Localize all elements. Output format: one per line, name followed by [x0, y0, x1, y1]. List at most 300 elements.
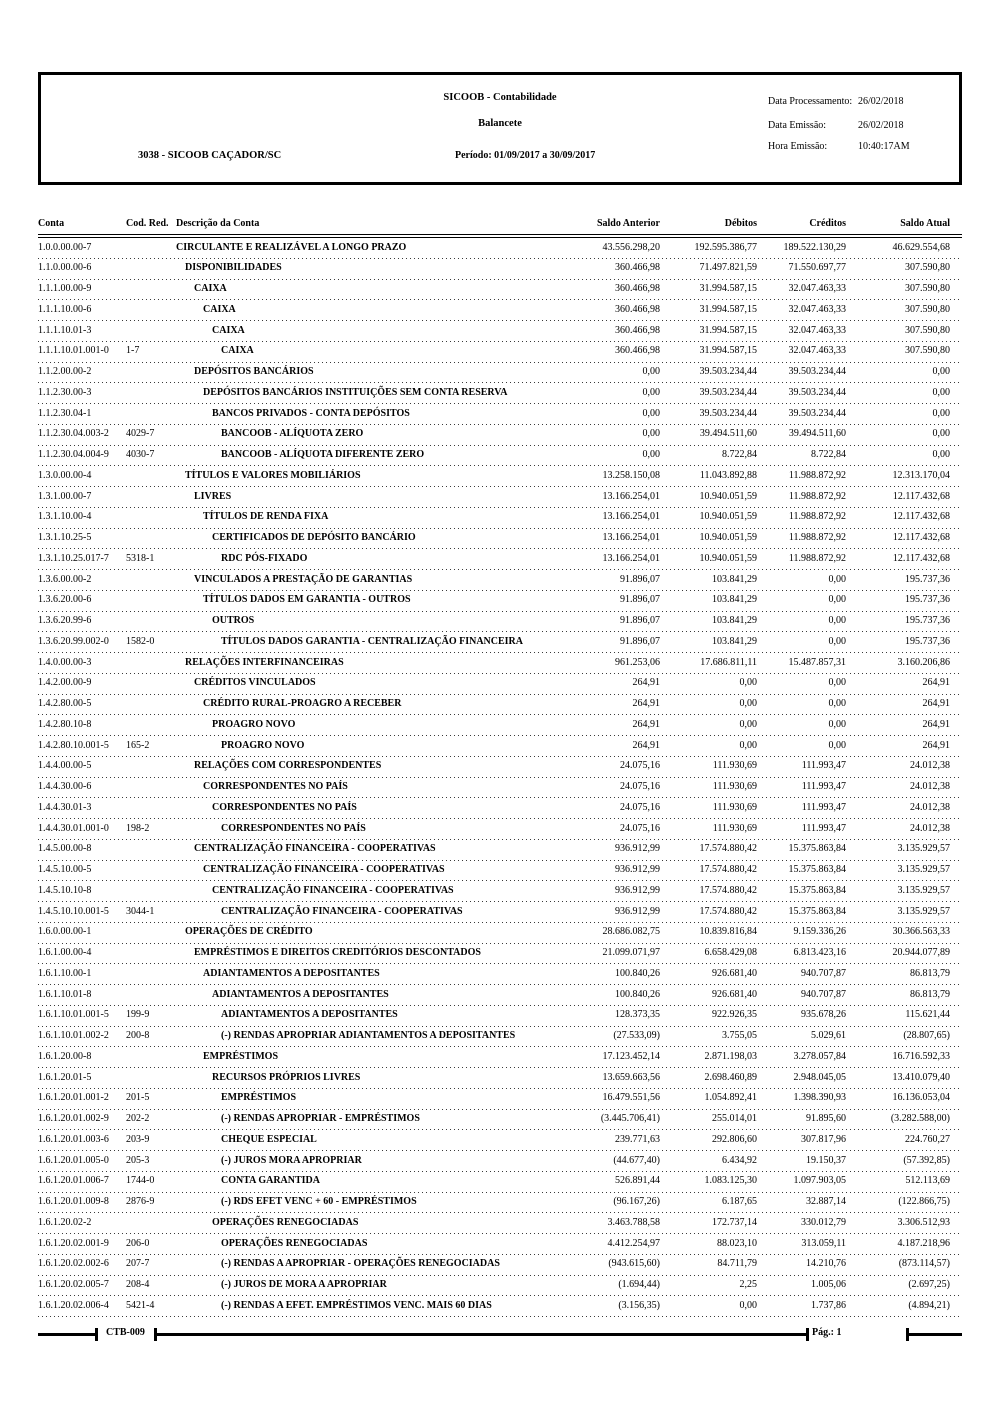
cell-descricao: CORRESPONDENTES NO PAÍS [212, 801, 357, 813]
table-row [38, 778, 962, 799]
table-row [38, 591, 962, 612]
cell-creditos: 19.150,37 [806, 1154, 846, 1166]
cell-creditos: 39.494.511,60 [788, 428, 846, 440]
cell-descricao: CIRCULANTE E REALIZÁVEL A LONGO PRAZO [176, 241, 407, 253]
cell-saldo-anterior: 360.466,98 [615, 303, 660, 315]
cell-descricao: CERTIFICADOS DE DEPÓSITO BANCÁRIO [212, 532, 416, 543]
cell-cod-red [126, 408, 176, 425]
cell-saldo-anterior: 0,00 [642, 407, 660, 419]
col-header-descricao: Descrição da Conta [176, 218, 260, 229]
cell-cod-red: 1744-0 [126, 1175, 155, 1187]
cell-creditos: 39.503.234,44 [788, 366, 846, 377]
table-row [38, 280, 962, 301]
cell-saldo-atual: 264,91 [922, 739, 950, 751]
cell-creditos: 14.210,76 [806, 1258, 846, 1270]
cell-debitos: 1.083.125,30 [704, 1175, 757, 1187]
cell-saldo-atual: 195.737,36 [905, 573, 950, 585]
cell-descricao: PROAGRO NOVO [212, 718, 296, 730]
footer-rule-right [908, 1333, 962, 1336]
cell-descricao: BANCOOB - ALÍQUOTA DIFERENTE ZERO [221, 449, 425, 460]
cell-conta: 1.1.2.30.04-1 [38, 407, 92, 419]
cell-debitos: 88.023,10 [717, 1237, 757, 1249]
cell-saldo-atual: 195.737,36 [905, 594, 950, 606]
cell-saldo-atual: 4.187.218,96 [897, 1237, 950, 1249]
footer-rule-left [38, 1333, 95, 1336]
cell-creditos: 330.012,79 [801, 1216, 846, 1228]
cell-saldo-atual: 24.012,38 [910, 781, 950, 792]
cell-descricao: VINCULADOS A PRESTAÇÃO DE GARANTIAS [194, 573, 413, 585]
cell-creditos: 1.737,86 [811, 1299, 846, 1311]
table-row [38, 1234, 962, 1255]
cell-debitos: 17.686.811,11 [700, 656, 757, 668]
cell-debitos: 292.806,60 [712, 1133, 757, 1145]
cell-cod-red [126, 594, 176, 611]
cell-saldo-atual: 3.135.929,57 [897, 843, 950, 855]
cell-cod-red [126, 760, 176, 777]
cell-debitos: 2.698.460,89 [704, 1071, 757, 1083]
cell-conta: 1.6.1.20.02.005-7 [38, 1279, 109, 1290]
cell-debitos: 111.930,69 [712, 781, 757, 792]
cell-debitos: 926.681,40 [712, 967, 757, 979]
table-row [38, 944, 962, 965]
table-row [38, 342, 962, 363]
cell-creditos: 0,00 [828, 615, 846, 626]
cell-creditos: 111.993,47 [801, 822, 846, 834]
cell-saldo-anterior: 128.373,35 [615, 1009, 660, 1021]
cell-creditos: 15.375.863,84 [788, 843, 846, 855]
cell-descricao: ADIANTAMENTOS A DEPOSITANTES [203, 967, 380, 979]
cell-saldo-atual: 0,00 [932, 407, 950, 419]
cell-saldo-atual: 30.366.563,33 [892, 926, 950, 938]
cell-conta: 1.6.1.10.00-1 [38, 967, 92, 979]
cell-descricao: TÍTULOS DADOS EM GARANTIA - OUTROS [203, 594, 411, 606]
cell-saldo-atual: (28.807,65) [903, 1030, 950, 1041]
cell-cod-red: 5318-1 [126, 552, 155, 564]
cell-descricao: CRÉDITO RURAL-PROAGRO A RECEBER [203, 698, 402, 709]
cell-debitos: 3.755,05 [722, 1030, 757, 1041]
cell-descricao: OPERAÇÕES DE CRÉDITO [185, 926, 313, 938]
meta-label: Hora Emissão: [768, 141, 828, 152]
cell-descricao: CENTRALIZAÇÃO FINANCEIRA - COOPERATIVAS [194, 843, 436, 855]
table-row [38, 404, 962, 425]
cell-cod-red: 202-2 [126, 1113, 150, 1124]
cell-descricao: BANCOOB - ALÍQUOTA ZERO [221, 428, 364, 440]
cell-debitos: 17.574.880,42 [699, 864, 757, 875]
cell-descricao: CORRESPONDENTES NO PAÍS [203, 781, 348, 792]
cell-creditos: 3.278.057,84 [793, 1050, 846, 1062]
cell-debitos: 1.054.892,41 [704, 1092, 757, 1104]
cell-creditos: 15.375.863,84 [788, 864, 846, 875]
cell-saldo-atual: 0,00 [932, 449, 950, 460]
cell-cod-red: 206-0 [126, 1237, 150, 1249]
cell-debitos: 11.043.892,88 [699, 469, 757, 481]
cell-saldo-atual: (57.392,85) [903, 1154, 950, 1166]
cell-saldo-atual: 115.621,44 [905, 1009, 950, 1021]
cell-saldo-anterior: 264,91 [632, 739, 660, 751]
cell-conta: 1.4.2.80.00-5 [38, 698, 92, 709]
cell-saldo-atual: (122.866,75) [898, 1196, 950, 1207]
cell-debitos: 10.940.051,59 [699, 552, 757, 564]
table-row [38, 923, 962, 944]
cell-cod-red: 199-9 [126, 1009, 150, 1021]
report-header-box [38, 72, 962, 185]
table-row [38, 1193, 962, 1214]
table-row [38, 1047, 962, 1068]
cell-creditos: 32.047.463,33 [788, 303, 846, 315]
cell-creditos: 32.047.463,33 [788, 345, 846, 357]
table-row [38, 549, 962, 570]
cell-cod-red [126, 242, 176, 259]
cell-debitos: 0,00 [739, 698, 757, 709]
cell-creditos: 15.487.857,31 [788, 656, 846, 668]
cell-saldo-atual: 86.813,79 [910, 988, 950, 1000]
cell-descricao: CAIXA [203, 303, 236, 315]
cell-cod-red: 205-3 [126, 1154, 150, 1166]
cell-conta: 1.4.4.00.00-5 [38, 760, 92, 772]
cell-descricao: (-) RDS EFET VENC + 60 - EMPRÉSTIMOS [221, 1196, 417, 1207]
col-header-conta: Conta [38, 218, 65, 229]
cell-saldo-atual: 13.410.079,40 [892, 1071, 950, 1083]
cell-saldo-anterior: (1.694,44) [618, 1279, 660, 1290]
cell-descricao: (-) JUROS DE MORA A APROPRIAR [221, 1279, 387, 1290]
col-header-debitos: Débitos [724, 218, 757, 229]
table-row [38, 653, 962, 674]
cell-saldo-anterior: 24.075,16 [620, 781, 660, 792]
cell-creditos: 2.948.045,05 [793, 1071, 846, 1083]
cell-debitos: 0,00 [739, 718, 757, 730]
cell-descricao: CAIXA [194, 283, 227, 294]
cell-saldo-anterior: 13.166.254,01 [602, 552, 660, 564]
cell-saldo-anterior: 961.253,06 [615, 656, 660, 668]
cell-descricao: OPERAÇÕES RENEGOCIADAS [221, 1237, 368, 1249]
cell-saldo-anterior: 360.466,98 [615, 283, 660, 294]
cell-cod-red: 165-2 [126, 739, 150, 751]
cell-descricao: (-) JUROS MORA APROPRIAR [221, 1154, 362, 1166]
balancete-table [38, 218, 962, 1317]
cell-conta: 1.4.5.10.10-8 [38, 884, 92, 896]
cell-saldo-anterior: (3.156,35) [618, 1299, 660, 1311]
cell-cod-red: 201-5 [126, 1092, 150, 1104]
cell-creditos: 11.988.872,92 [788, 511, 846, 523]
cell-creditos: 11.988.872,92 [788, 532, 846, 543]
cell-cod-red [126, 387, 176, 404]
cell-saldo-anterior: 936.912,99 [615, 884, 660, 896]
cell-descricao: TÍTULOS E VALORES MOBILIÁRIOS [185, 469, 361, 481]
cell-creditos: 91.895,60 [806, 1113, 846, 1124]
cell-conta: 1.6.1.00.00-4 [38, 947, 92, 958]
cell-descricao: LIVRES [194, 490, 232, 502]
cell-conta: 1.6.1.20.02.002-6 [38, 1258, 109, 1270]
cell-descricao: CHEQUE ESPECIAL [221, 1133, 317, 1145]
cell-conta: 1.4.2.00.00-9 [38, 677, 92, 689]
cell-creditos: 111.993,47 [801, 801, 846, 813]
cell-saldo-anterior: 13.659.663,56 [602, 1071, 660, 1083]
cell-conta: 1.6.1.20.01.006-7 [38, 1175, 109, 1187]
cell-saldo-atual: 12.313.170,04 [892, 469, 950, 481]
cell-debitos: 39.494.511,60 [699, 428, 757, 440]
cell-conta: 1.3.1.00.00-7 [38, 490, 92, 502]
cell-debitos: 103.841,29 [712, 615, 757, 626]
cell-cod-red: 198-2 [126, 822, 150, 834]
cell-conta: 1.1.0.00.00-6 [38, 262, 92, 274]
table-row [38, 321, 962, 342]
cell-saldo-atual: (873.114,57) [898, 1258, 950, 1270]
report-title: SICOOB - Contabilidade [443, 92, 557, 103]
table-row [38, 1006, 962, 1027]
cell-debitos: 84.711,79 [717, 1258, 757, 1270]
cell-debitos: 71.497.821,59 [699, 262, 757, 274]
cell-conta: 1.4.4.30.01-3 [38, 801, 92, 813]
table-row [38, 715, 962, 736]
cell-conta: 1.1.2.30.04.004-9 [38, 449, 109, 460]
cell-conta: 1.6.1.20.02-2 [38, 1216, 92, 1228]
cell-descricao: ADIANTAMENTOS A DEPOSITANTES [212, 988, 389, 1000]
report-subtitle: Balancete [478, 118, 522, 129]
cell-saldo-atual: 195.737,36 [905, 635, 950, 647]
cell-cod-red [126, 781, 176, 798]
cell-conta: 1.6.1.20.01.003-6 [38, 1133, 109, 1145]
cell-cod-red [126, 968, 176, 985]
cell-saldo-anterior: 936.912,99 [615, 843, 660, 855]
cell-debitos: 31.994.587,15 [699, 303, 757, 315]
cell-saldo-anterior: 0,00 [642, 386, 660, 398]
cell-conta: 1.6.1.20.01.009-8 [38, 1196, 109, 1207]
cell-saldo-atual: 12.117.432,68 [892, 511, 950, 523]
cell-debitos: 172.737,14 [712, 1216, 757, 1228]
cell-conta: 1.3.1.10.00-4 [38, 511, 92, 523]
cell-debitos: 39.503.234,44 [699, 386, 757, 398]
cell-saldo-anterior: 21.099.071,97 [602, 947, 660, 958]
cell-descricao: DISPONIBILIDADES [185, 262, 282, 274]
cell-saldo-atual: (3.282.588,00) [890, 1113, 950, 1124]
cell-descricao: CONTA GARANTIDA [221, 1175, 320, 1187]
cell-creditos: 0,00 [828, 677, 846, 689]
cell-conta: 1.4.4.30.01.001-0 [38, 822, 109, 834]
cell-creditos: 5.029,61 [811, 1030, 846, 1041]
cell-creditos: 32.047.463,33 [788, 283, 846, 294]
table-row [38, 1130, 962, 1151]
cell-cod-red [126, 262, 176, 279]
cell-saldo-anterior: 43.556.298,20 [602, 241, 660, 253]
cell-saldo-atual: 264,91 [922, 677, 950, 689]
table-row [38, 819, 962, 840]
cell-descricao: CENTRALIZAÇÃO FINANCEIRA - COOPERATIVAS [203, 864, 445, 875]
cell-saldo-atual: 16.136.053,04 [892, 1092, 950, 1104]
cell-creditos: 307.817,96 [801, 1133, 846, 1145]
cell-conta: 1.1.2.30.04.003-2 [38, 428, 109, 440]
cell-cod-red [126, 989, 176, 1006]
cell-descricao: RELAÇÕES INTERFINANCEIRAS [185, 656, 344, 668]
cell-debitos: 17.574.880,42 [699, 843, 757, 855]
cell-creditos: 0,00 [828, 635, 846, 647]
cell-creditos: 940.707,87 [801, 988, 846, 1000]
cell-descricao: CENTRALIZAÇÃO FINANCEIRA - COOPERATIVAS [212, 884, 454, 896]
cell-cod-red: 5421-4 [126, 1299, 155, 1311]
table-row [38, 757, 962, 778]
cell-saldo-atual: 12.117.432,68 [892, 490, 950, 502]
table-row [38, 363, 962, 384]
cell-conta: 1.3.6.20.00-6 [38, 594, 92, 606]
cell-debitos: 10.940.051,59 [699, 490, 757, 502]
cell-cod-red [126, 802, 176, 819]
col-header-cod-red: Cod. Red. [126, 218, 169, 229]
entity-name: 3038 - SICOOB CAÇADOR/SC [138, 150, 282, 161]
cell-cod-red [126, 947, 176, 964]
cell-creditos: 0,00 [828, 698, 846, 709]
cell-cod-red: 203-9 [126, 1133, 150, 1145]
cell-debitos: 192.595.386,77 [694, 241, 757, 253]
cell-debitos: 31.994.587,15 [699, 345, 757, 357]
page-number: Pág.: 1 [812, 1327, 842, 1338]
table-row [38, 1172, 962, 1193]
cell-cod-red [126, 615, 176, 632]
cell-conta: 1.3.6.20.99.002-0 [38, 635, 109, 647]
cell-cod-red [126, 325, 176, 342]
cell-descricao: OPERAÇÕES RENEGOCIADAS [212, 1216, 359, 1228]
table-row [38, 881, 962, 902]
cell-cod-red [126, 532, 176, 549]
cell-conta: 1.6.1.20.01-5 [38, 1071, 92, 1083]
cell-cod-red: 4029-7 [126, 428, 155, 440]
cell-saldo-anterior: 0,00 [642, 366, 660, 377]
cell-conta: 1.1.1.10.01.001-0 [38, 345, 109, 357]
cell-cod-red: 208-4 [126, 1279, 150, 1290]
cell-cod-red [126, 843, 176, 860]
cell-debitos: 39.503.234,44 [699, 366, 757, 377]
table-row [38, 570, 962, 591]
table-row [38, 1151, 962, 1172]
cell-saldo-anterior: 91.896,07 [620, 615, 660, 626]
cell-descricao: (-) RENDAS A EFET. EMPRÉSTIMOS VENC. MAIS 60 DIAS [221, 1299, 492, 1311]
cell-saldo-atual: 46.629.554,68 [892, 241, 950, 253]
cell-cod-red [126, 574, 176, 591]
cell-debitos: 111.930,69 [712, 801, 757, 813]
table-row [38, 902, 962, 923]
cell-creditos: 8.722,84 [811, 449, 846, 460]
table-row [38, 985, 962, 1006]
cell-saldo-atual: 195.737,36 [905, 615, 950, 626]
table-row [38, 736, 962, 757]
cell-descricao: EMPRÉSTIMOS E DIREITOS CREDITÓRIOS DESCONTADOS [194, 947, 481, 958]
cell-cod-red [126, 511, 176, 528]
cell-cod-red: 207-7 [126, 1258, 150, 1270]
table-row [38, 1296, 962, 1317]
table-body [38, 238, 962, 1317]
table-header-row [38, 218, 962, 238]
table-row [38, 798, 962, 819]
cell-creditos: 189.522.130,29 [783, 241, 846, 253]
cell-conta: 1.6.1.20.02.001-9 [38, 1237, 109, 1249]
cell-debitos: 926.681,40 [712, 988, 757, 1000]
cell-saldo-anterior: 91.896,07 [620, 594, 660, 606]
cell-debitos: 2,25 [739, 1279, 757, 1290]
cell-descricao: DEPÓSITOS BANCÁRIOS INSTITUIÇÕES SEM CONTA RESERVA [203, 386, 508, 398]
cell-debitos: 2.871.198,03 [704, 1050, 757, 1062]
cell-cod-red [126, 283, 176, 300]
meta-value: 26/02/2018 [858, 120, 904, 131]
table-row [38, 1089, 962, 1110]
cell-debitos: 103.841,29 [712, 635, 757, 647]
cell-saldo-atual: 24.012,38 [910, 801, 950, 813]
cell-cod-red [126, 657, 176, 674]
cell-saldo-anterior: 91.896,07 [620, 635, 660, 647]
cell-saldo-atual: 307.590,80 [905, 303, 950, 315]
cell-conta: 1.4.4.30.00-6 [38, 781, 92, 792]
cell-saldo-atual: (2.697,25) [908, 1279, 950, 1290]
cell-descricao: EMPRÉSTIMOS [203, 1050, 279, 1062]
table-row [38, 1068, 962, 1089]
cell-saldo-atual: 0,00 [932, 428, 950, 440]
cell-cod-red: 1-7 [126, 345, 140, 357]
cell-cod-red [126, 1051, 176, 1068]
cell-descricao: TÍTULOS DADOS GARANTIA - CENTRALIZAÇÃO FINANCEIRA [221, 635, 523, 647]
cell-creditos: 71.550.697,77 [788, 262, 846, 274]
cell-creditos: 39.503.234,44 [788, 407, 846, 419]
cell-creditos: 0,00 [828, 573, 846, 585]
table-row [38, 238, 962, 259]
table-row [38, 259, 962, 280]
cell-debitos: 17.574.880,42 [699, 905, 757, 917]
cell-saldo-anterior: 13.166.254,01 [602, 511, 660, 523]
footer-tick [806, 1328, 809, 1341]
table-row [38, 1276, 962, 1297]
cell-saldo-anterior: 28.686.082,75 [602, 926, 660, 938]
meta-value: 10:40:17AM [858, 141, 910, 152]
cell-saldo-anterior: 16.479.551,56 [602, 1092, 660, 1104]
cell-cod-red [126, 366, 176, 383]
table-row [38, 487, 962, 508]
cell-saldo-anterior: 239.771,63 [615, 1133, 660, 1145]
cell-saldo-atual: 24.012,38 [910, 760, 950, 772]
cell-saldo-atual: (4.894,21) [908, 1299, 950, 1311]
cell-saldo-atual: 3.135.929,57 [897, 864, 950, 875]
table-row [38, 383, 962, 404]
cell-debitos: 6.187,65 [722, 1196, 757, 1207]
cell-cod-red [126, 491, 176, 508]
cell-cod-red [126, 304, 176, 321]
cell-debitos: 31.994.587,15 [699, 324, 757, 336]
cell-creditos: 940.707,87 [801, 967, 846, 979]
cell-creditos: 1.398.390,93 [793, 1092, 846, 1104]
cell-cod-red [126, 677, 176, 694]
cell-descricao: (-) RENDAS APROPRIAR - EMPRÉSTIMOS [221, 1113, 420, 1124]
cell-descricao: RECURSOS PRÓPRIOS LIVRES [212, 1071, 361, 1083]
table-row [38, 446, 962, 467]
table-row [38, 861, 962, 882]
cell-descricao: TÍTULOS DE RENDA FIXA [203, 511, 329, 523]
cell-creditos: 11.988.872,92 [788, 490, 846, 502]
cell-debitos: 10.940.051,59 [699, 511, 757, 523]
cell-conta: 1.1.1.00.00-9 [38, 283, 92, 294]
cell-debitos: 255.014,01 [712, 1113, 757, 1124]
cell-debitos: 31.994.587,15 [699, 283, 757, 294]
cell-conta: 1.0.0.00.00-7 [38, 241, 92, 253]
cell-creditos: 313.059,11 [801, 1237, 846, 1249]
cell-conta: 1.6.1.20.01.001-2 [38, 1092, 109, 1104]
cell-saldo-anterior: (3.445.706,41) [600, 1113, 660, 1124]
cell-creditos: 11.988.872,92 [788, 552, 846, 564]
cell-descricao: OUTROS [212, 615, 255, 626]
cell-saldo-anterior: 0,00 [642, 449, 660, 460]
table-row [38, 1213, 962, 1234]
table-row [38, 508, 962, 529]
cell-saldo-atual: 12.117.432,68 [892, 532, 950, 543]
cell-conta: 1.6.1.10.01.001-5 [38, 1009, 109, 1021]
cell-creditos: 11.988.872,92 [788, 469, 846, 481]
cell-cod-red [126, 470, 176, 487]
table-row [38, 1110, 962, 1131]
cell-saldo-atual: 224.760,27 [905, 1133, 950, 1145]
